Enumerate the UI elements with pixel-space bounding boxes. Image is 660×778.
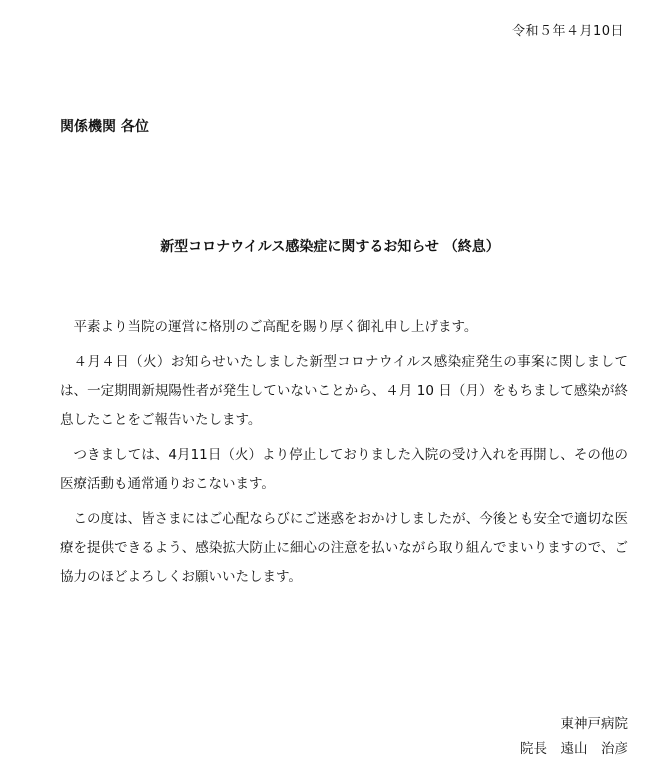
paragraph-resumption: つきましては、4月11日（火）より停止しておりました入院の受け入れを再開し、その他の医療活動も通常通りおこないます。 (60, 447, 628, 492)
director-name: 院長 遠山 治彦 (520, 741, 628, 757)
paragraph-closing: この度は、皆さまにはご心配ならびにご迷惑をおかけしましたが、今後とも安全で適切な医療を提供できるよう、感染拡大防止に細心の注意を払いながら取り組んでまいりますので、ご協力のほどよろしくお願いいたします。 (60, 511, 628, 585)
hospital-name: 東神戸病院 (560, 716, 628, 732)
addressee: 関係機関 各位 (60, 119, 149, 135)
paragraph-greeting: 平素より当院の運営に格別のご高配を賜り厚く御礼申し上げます。 (73, 319, 478, 335)
notice-body (60, 313, 628, 598)
document-date: 令和５年４月10日 (511, 24, 624, 39)
notice-title: 新型コロナウイルス感染症に関するお知らせ （終息） (160, 239, 500, 255)
signature-block (520, 712, 628, 762)
paragraph-end-of-outbreak: ４月４日（火）お知らせいたしました新型コロナウイルス感染症発生の事案に関しましては、一定期間新規陽性者が発生していないことから、４月 10 日（月）をもちまして感染が終息したことをご報告いたします。 (60, 354, 628, 428)
